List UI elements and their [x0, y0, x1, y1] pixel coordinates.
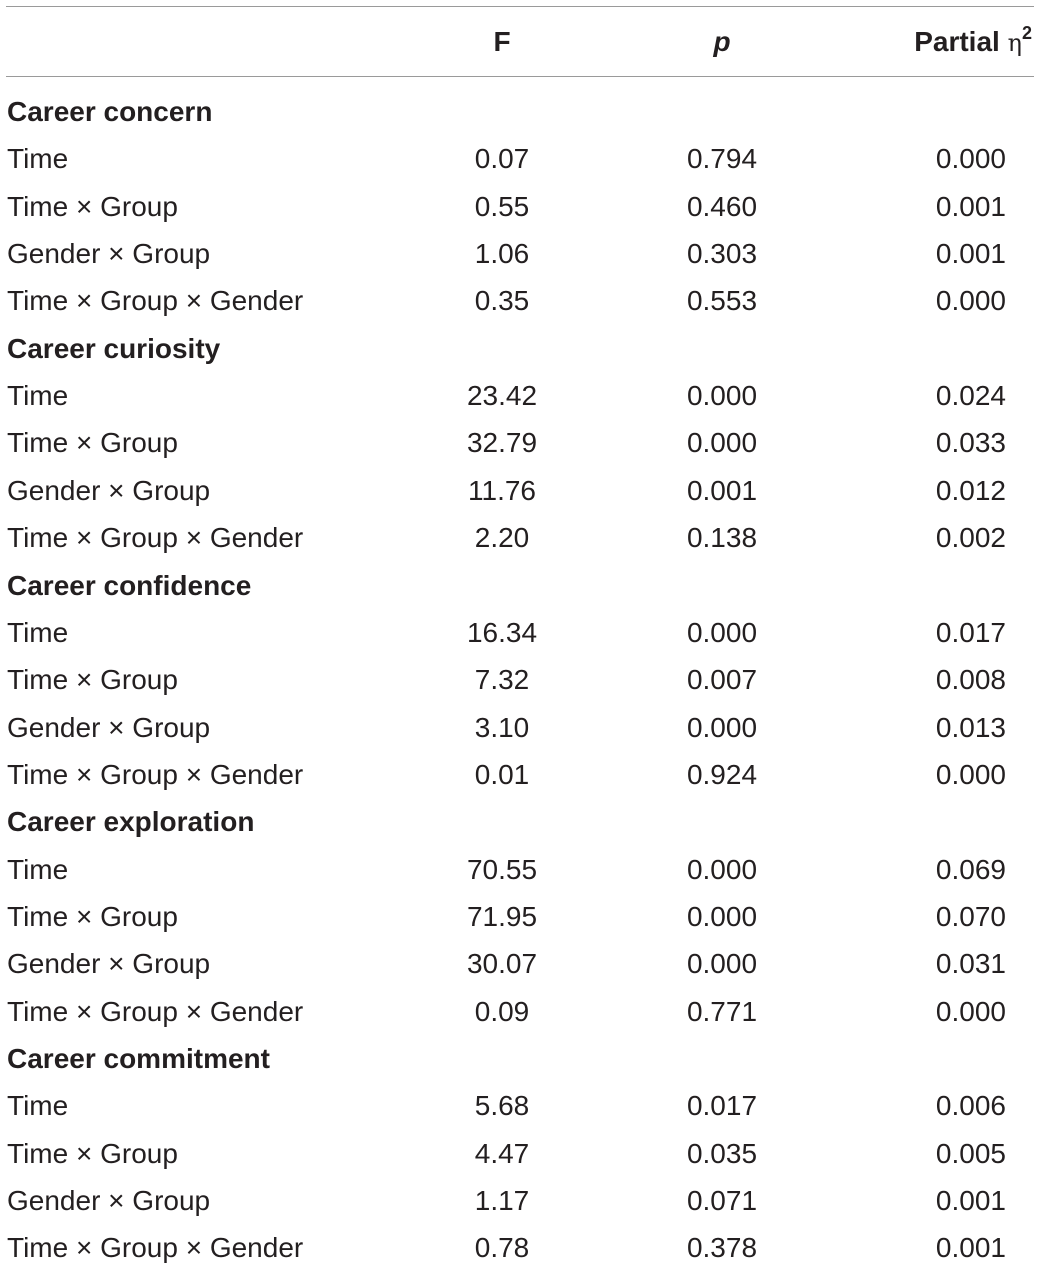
partial-eta-value: 0.031: [935, 948, 1006, 980]
table-row: [0, 988, 1040, 1035]
f-value: 23.42: [466, 380, 538, 412]
table-header-row: [0, 18, 1040, 65]
f-value: 0.55: [474, 190, 530, 222]
partial-eta-value: 0.024: [935, 380, 1006, 412]
effect-label: Time: [7, 380, 69, 412]
p-value: 0.553: [686, 285, 758, 317]
partial-eta-value: 0.070: [935, 901, 1006, 932]
p-value: 0.303: [686, 238, 758, 270]
f-value: 0.07: [474, 143, 530, 175]
p-value: 0.000: [686, 380, 758, 412]
effect-label: Gender × Group: [7, 948, 211, 980]
f-value: 16.34: [466, 616, 538, 648]
partial-eta-value: 0.001: [935, 238, 1006, 270]
partial-eta-value: 0.013: [935, 711, 1006, 743]
table-row: [0, 135, 1040, 182]
table-row: [0, 893, 1040, 940]
partial-eta-value: 0.001: [935, 1232, 1006, 1264]
table-row: [0, 1177, 1040, 1224]
section-title: Career concern: [7, 96, 213, 127]
effect-label: Time: [7, 143, 69, 175]
p-value: 0.378: [686, 1232, 758, 1264]
table-top-rule: [6, 6, 1034, 7]
effect-label: Time × Group: [7, 901, 178, 932]
table-row: [0, 1082, 1040, 1129]
header-eta-superscript: 2: [1021, 23, 1032, 43]
partial-eta-value: 0.005: [935, 1137, 1006, 1169]
table-row: [0, 230, 1040, 277]
partial-eta-value: 0.000: [935, 285, 1006, 317]
effect-label: Time × Group × Gender: [7, 522, 304, 554]
f-value: 0.35: [474, 285, 530, 317]
table-row: [0, 419, 1040, 466]
f-value: 32.79: [466, 427, 538, 459]
table-row: [0, 609, 1040, 656]
table-row: [0, 704, 1040, 751]
partial-eta-value: 0.006: [935, 1090, 1006, 1122]
partial-eta-value: 0.000: [935, 143, 1006, 175]
header-partial-eta-prefix: Partial: [914, 26, 1008, 57]
p-value: 0.000: [686, 901, 758, 932]
p-value: 0.000: [686, 948, 758, 980]
table-row: [0, 751, 1040, 798]
f-value: 1.17: [474, 1185, 530, 1216]
p-value: 0.000: [686, 711, 758, 743]
p-value: 0.001: [686, 474, 758, 506]
effect-label: Time × Group × Gender: [7, 758, 304, 790]
effect-label: Time × Group: [7, 427, 178, 459]
f-value: 3.10: [474, 711, 530, 743]
table-header-rule: [6, 76, 1034, 77]
f-value: 11.76: [468, 474, 536, 506]
f-value: 0.09: [474, 995, 530, 1027]
table-row: [0, 656, 1040, 703]
f-value: 70.55: [466, 853, 538, 885]
effect-label: Time × Group: [7, 190, 178, 222]
table-row: [0, 846, 1040, 893]
f-value: 7.32: [474, 664, 530, 696]
effect-label: Time × Group × Gender: [7, 285, 304, 317]
header-f: F: [493, 26, 511, 57]
header-p: p: [713, 26, 731, 57]
p-value: 0.007: [686, 664, 758, 696]
partial-eta-value: 0.001: [935, 1185, 1006, 1216]
p-value: 0.035: [686, 1137, 758, 1169]
table-row: [0, 1130, 1040, 1177]
section-title: Career exploration: [7, 806, 255, 838]
section-title: Career curiosity: [7, 332, 221, 364]
header-eta-symbol: η: [1007, 29, 1022, 57]
table-row: [0, 467, 1040, 514]
effect-label: Time × Group: [7, 1137, 178, 1169]
section-heading: [0, 562, 1040, 609]
f-value: 0.78: [474, 1232, 530, 1264]
p-value: 0.000: [686, 616, 758, 648]
partial-eta-value: 0.001: [935, 190, 1006, 222]
partial-eta-value: 0.017: [935, 616, 1006, 648]
p-value: 0.000: [686, 853, 758, 885]
partial-eta-value: 0.012: [935, 474, 1006, 506]
effect-label: Time: [7, 616, 69, 648]
f-value: 30.07: [466, 948, 538, 980]
effect-label: Time × Group × Gender: [7, 1232, 304, 1264]
f-value: 0.01: [474, 758, 530, 790]
table-row: [0, 940, 1040, 987]
partial-eta-value: 0.000: [935, 995, 1006, 1027]
partial-eta-value: 0.008: [935, 664, 1006, 696]
table-row: [0, 277, 1040, 324]
section-title: Career commitment: [7, 1043, 270, 1074]
section-heading: [0, 1035, 1040, 1082]
effect-label: Time × Group: [7, 664, 178, 696]
table-row: [0, 183, 1040, 230]
f-value: 5.68: [474, 1090, 530, 1122]
section-title: Career confidence: [7, 569, 252, 601]
partial-eta-value: 0.002: [935, 522, 1006, 554]
f-value: 4.47: [474, 1137, 530, 1169]
table-row: [0, 1224, 1040, 1271]
table-row: [0, 372, 1040, 419]
partial-eta-value: 0.000: [935, 758, 1006, 790]
effect-label: Time: [7, 1090, 69, 1122]
table-row: [0, 514, 1040, 561]
section-heading: [0, 798, 1040, 845]
p-value: 0.071: [686, 1185, 758, 1216]
f-value: 71.95: [466, 901, 538, 932]
effect-label: Time × Group × Gender: [7, 995, 304, 1027]
p-value: 0.771: [686, 995, 758, 1027]
effect-label: Gender × Group: [7, 711, 211, 743]
effect-label: Gender × Group: [7, 238, 211, 270]
f-value: 1.06: [474, 238, 530, 270]
partial-eta-value: 0.069: [935, 853, 1006, 885]
p-value: 0.000: [686, 427, 758, 459]
p-value: 0.138: [686, 522, 758, 554]
p-value: 0.017: [686, 1090, 758, 1122]
partial-eta-value: 0.033: [935, 427, 1006, 459]
p-value: 0.460: [686, 190, 758, 222]
header-partial-eta: [914, 18, 1032, 69]
p-value: 0.924: [686, 758, 758, 790]
f-value: 2.20: [474, 522, 530, 554]
effect-label: Gender × Group: [7, 1185, 211, 1216]
p-value: 0.794: [686, 143, 758, 175]
effect-label: Time: [7, 853, 69, 885]
section-heading: [0, 325, 1040, 372]
section-heading: [0, 88, 1040, 135]
effect-label: Gender × Group: [7, 474, 211, 506]
